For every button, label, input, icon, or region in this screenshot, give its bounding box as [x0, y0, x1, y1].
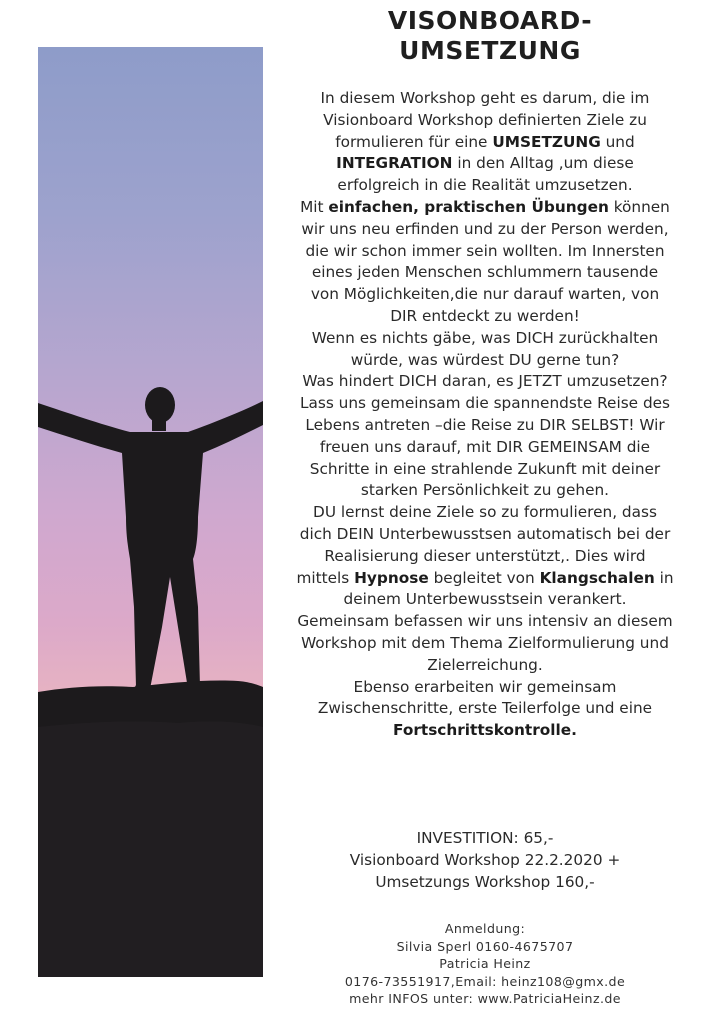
bold-exercises: einfachen, praktischen Übungen [328, 197, 609, 216]
page-title [295, 6, 685, 66]
contact-phone-silvia: Silvia Sperl 0160-4675707 [396, 938, 574, 954]
text-run: begleitet von [428, 568, 540, 587]
bold-hypnose: Hypnose [354, 568, 429, 587]
paragraph-journey: Was hindert DICH daran, es JETZT umzusetzen? Lass uns gemeinsam die spannendste Reise des Lebens antreten –die Reise zu DIR SELBST! Wir freuen uns darauf, mit DIR GEMEINSAM die Schritte in eine strahlende Zukunft mit deiner starken Persönlichkeit zu gehen. [299, 372, 671, 500]
contact-heading: Anmeldung: [444, 921, 526, 936]
bold-fortschrittskontrolle: Fortschrittskontrolle. [393, 721, 577, 740]
contact-phone-email: 0176-73551917,Email: heinz108@gmx.de [344, 973, 626, 989]
paragraph-steps [296, 677, 674, 742]
text-run: DU lernst deine Ziele so zu formulieren, dass dich DEIN Unterbewusstsen automatisch bei der Realisierung dieser unterstützt,. Dies wird mittels [296, 503, 671, 587]
bold-umsetzung: UMSETZUNG [492, 132, 601, 151]
title-line-2: UMSETZUNG [399, 36, 581, 65]
title-line-1: VISONBOARD- [387, 6, 593, 35]
contact-website: mehr INFOS unter: www.PatriciaHeinz.de [349, 991, 621, 1006]
contact-info [300, 920, 670, 1008]
price-info [296, 828, 674, 893]
person-silhouette-illustration [38, 47, 263, 977]
contact-name-patricia: Patricia Heinz [439, 956, 531, 971]
paragraph-question: Wenn es nichts gäbe, was DICH zurückhalten würde, was würdest DU gerne tun? [311, 328, 659, 369]
text-run: können wir uns neu erfinden und zu der Person werden, die wir schon immer sein wollten. Im Innersten eines jeden Menschen schlummern tausende von Möglichkeiten,die nur darauf warten, von DIR entdeckt zu werden! [301, 197, 670, 325]
text-run: in deinem Unterbewusstsein verankert. [343, 568, 674, 609]
bold-integration: INTEGRATION [336, 154, 453, 173]
text-run: und [600, 132, 635, 151]
person-silhouette [38, 387, 263, 693]
price-line: INVESTITION: 65,- [416, 829, 554, 847]
description-text [296, 88, 674, 742]
text-run: In diesem Workshop geht es darum, die im Visionboard Workshop definierten Ziele zu formulieren für eine [320, 89, 650, 151]
paragraph-hypnosis [296, 502, 674, 611]
text-run: Ebenso erarbeiten wir gemeinsam Zwischenschritte, erste Teilerfolge und eine [317, 677, 653, 718]
text-run: in den Alltag ,um diese erfolgreich in die Realität umzusetzen. [337, 154, 634, 195]
bold-klangschalen: Klangschalen [539, 568, 655, 587]
hero-photo [38, 47, 263, 977]
paragraph-intro [296, 88, 674, 197]
paragraph-exercises [296, 197, 674, 328]
text-run: Mit [300, 197, 329, 216]
paragraph-topic: Gemeinsam befassen wir uns intensiv an diesem Workshop mit dem Thema Zielformulierung und Zielerreichung. [297, 612, 673, 674]
workshop-price-line: Umsetzungs Workshop 160,- [375, 872, 595, 891]
workshop-date-line: Visionboard Workshop 22.2.2020 + [349, 850, 621, 869]
